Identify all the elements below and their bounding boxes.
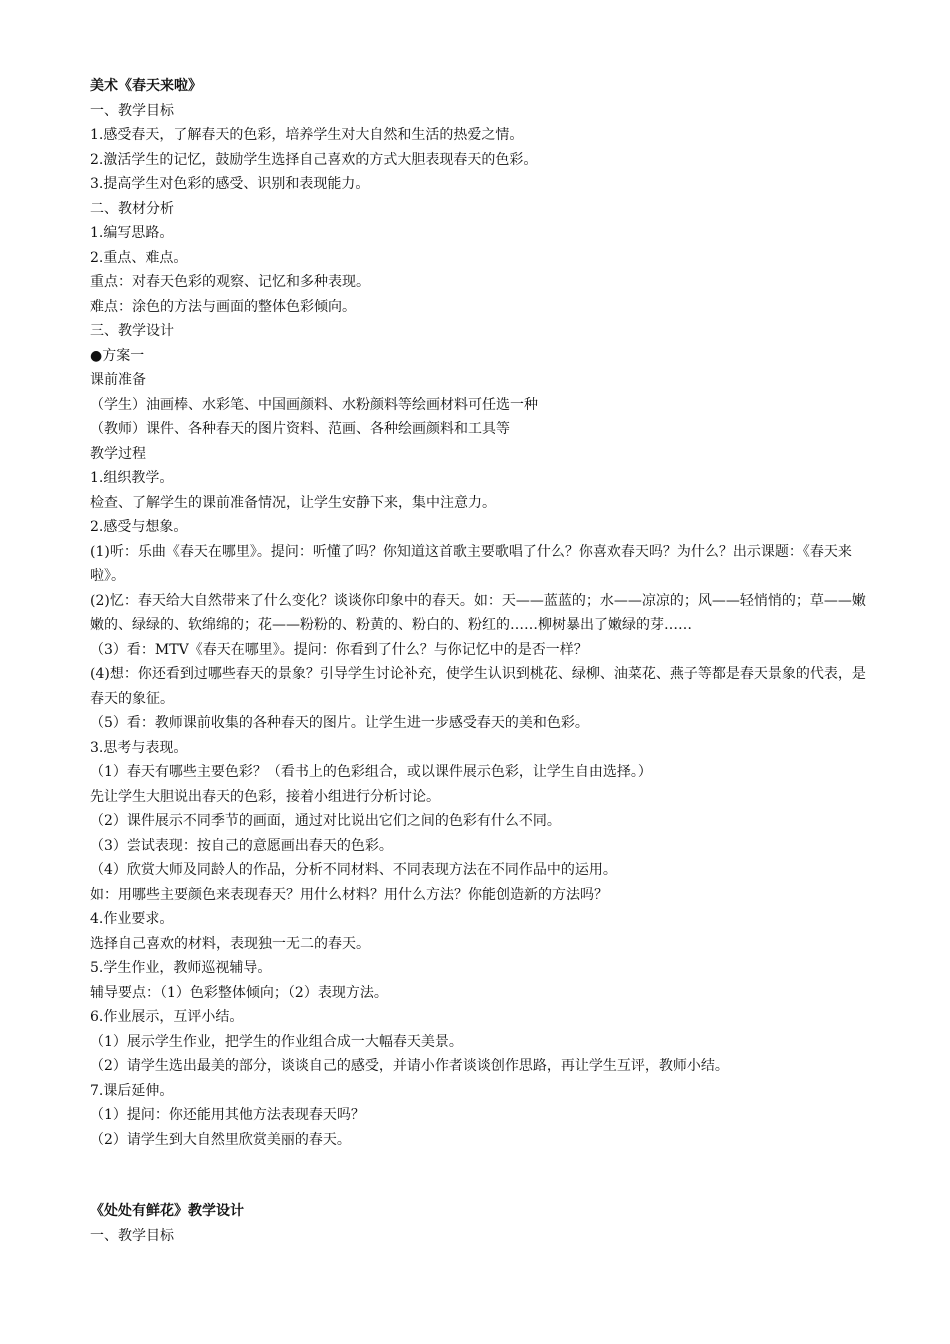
paragraph: 1.感受春天，了解春天的色彩，培养学生对大自然和生活的热爱之情。	[90, 127, 524, 143]
paragraph: 先让学生大胆说出春天的色彩，接着小组进行分析讨论。	[90, 788, 440, 805]
section-heading: 一、教学目标	[90, 102, 174, 119]
paragraph: （2）请学生选出最美的部分，谈谈自己的感受，并请小作者谈谈创作思路，再让学生互评，教师小结。	[90, 1058, 729, 1074]
lesson1-title: 美术《春天来啦》	[90, 78, 202, 94]
paragraph: (2)忆：春天给大自然带来了什么变化？谈谈你印象中的春天。如：天——蓝蓝的；水——凉凉的；风——轻悄悄的；草——嫩嫩的、绿绿的、软绵绵的；花——粉粉的、粉黄的、粉白的、粉红的……柳树暴出了嫩绿的芽……	[90, 592, 866, 633]
paragraph: 难点：涂色的方法与画面的整体色彩倾向。	[90, 298, 356, 315]
paragraph: （4）欣赏大师及同龄人的作品，分析不同材料、不同表现方法在不同作品中的运用。	[90, 862, 617, 878]
paragraph: 5.学生作业，教师巡视辅导。	[90, 960, 272, 976]
paragraph: （2）课件展示不同季节的画面，通过对比说出它们之间的色彩有什么不同。	[90, 813, 561, 829]
paragraph: （教师）课件、各种春天的图片资料、范画、各种绘画颜料和工具等	[90, 421, 510, 437]
paragraph: （1）展示学生作业，把学生的作业组合成一大幅春天美景。	[90, 1033, 463, 1050]
document-body	[90, 74, 870, 1248]
paragraph: 教学过程	[90, 445, 146, 462]
paragraph: 辅导要点：（1）色彩整体倾向；（2）表现方法。	[90, 984, 388, 1001]
paragraph: （1）春天有哪些主要色彩？（看书上的色彩组合，或以课件展示色彩，让学生自由选择。）	[90, 764, 652, 780]
paragraph: 3.思考与表现。	[90, 739, 188, 756]
paragraph: （3）看：MTV《春天在哪里》。提问：你看到了什么？与你记忆中的是否一样？	[90, 641, 588, 658]
plan-label: ●方案一	[90, 347, 145, 364]
paragraph: （5）看：教师课前收集的各种春天的图片。让学生进一步感受春天的美和色彩。	[90, 715, 589, 731]
paragraph: 检查、了解学生的课前准备情况，让学生安静下来，集中注意力。	[90, 494, 496, 511]
paragraph: （2）请学生到大自然里欣赏美丽的春天。	[90, 1131, 351, 1148]
paragraph: 选择自己喜欢的材料，表现独一无二的春天。	[90, 935, 370, 952]
paragraph: 1.组织教学。	[90, 470, 174, 486]
paragraph: 如：用哪些主要颜色来表现春天？用什么材料？用什么方法？你能创造新的方法吗？	[90, 886, 608, 903]
paragraph: 4.作业要求。	[90, 911, 174, 927]
section-gap	[90, 1152, 870, 1199]
paragraph: 2.激活学生的记忆，鼓励学生选择自己喜欢的方式大胆表现春天的色彩。	[90, 151, 538, 168]
paragraph: 1.编写思路。	[90, 225, 174, 241]
paragraph: (1)听：乐曲《春天在哪里》。提问：听懂了吗？你知道这首歌主要歌唱了什么？你喜欢春天吗？为什么？出示课题：《春天来啦》。	[90, 543, 852, 584]
paragraph: 7.课后延伸。	[90, 1082, 174, 1099]
section-heading: 二、教材分析	[90, 200, 174, 217]
paragraph: 6.作业展示，互评小结。	[90, 1009, 244, 1025]
paragraph: （1）提问：你还能用其他方法表现春天吗？	[90, 1107, 365, 1123]
section-heading: 一、教学目标	[90, 1227, 174, 1244]
section-heading: 三、教学设计	[90, 323, 174, 339]
paragraph: 2.感受与想象。	[90, 519, 188, 535]
paragraph: （3）尝试表现：按自己的意愿画出春天的色彩。	[90, 837, 393, 854]
paragraph: 重点：对春天色彩的观察、记忆和多种表现。	[90, 274, 370, 290]
paragraph: （学生）油画棒、水彩笔、中国画颜料、水粉颜料等绘画材料可任选一种	[90, 396, 538, 413]
paragraph: 课前准备	[90, 372, 146, 388]
paragraph: 3.提高学生对色彩的感受、识别和表现能力。	[90, 176, 370, 192]
lesson2-title: 《处处有鲜花》教学设计	[90, 1203, 244, 1219]
paragraph: 2.重点、难点。	[90, 249, 188, 266]
paragraph: (4)想：你还看到过哪些春天的景象？引导学生讨论补充，使学生认识到桃花、绿柳、油菜花、燕子等都是春天景象的代表，是春天的象征。	[90, 666, 866, 707]
